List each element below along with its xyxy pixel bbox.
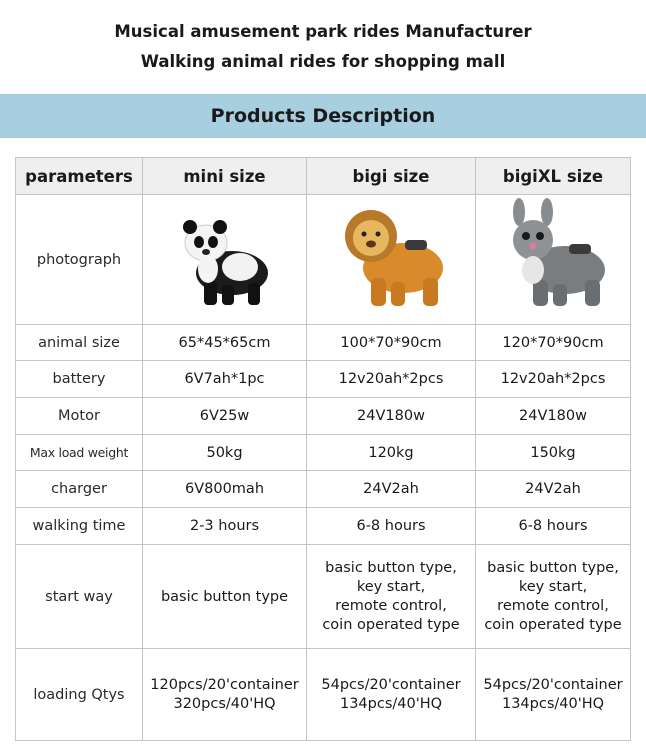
cell-xl: 150kg	[476, 435, 631, 471]
cell-mini: 50kg	[143, 435, 307, 471]
header-bigi: bigi size	[307, 158, 476, 195]
cell-line: 134pcs/40'HQ	[339, 695, 443, 712]
photo-xl	[476, 195, 631, 325]
cell-line: remote control,	[497, 597, 609, 614]
photograph-label: photograph	[16, 195, 143, 325]
header-titles	[0, 17, 646, 77]
title-line-1: Musical amusement park rides Manufacturer	[114, 22, 532, 41]
title-line-2: Walking animal rides for shopping mall	[140, 52, 506, 71]
cell-line: remote control,	[335, 597, 447, 614]
cell-xl	[476, 545, 631, 649]
table-row	[16, 361, 631, 398]
photo-mini	[143, 195, 307, 325]
panda-icon	[170, 203, 280, 313]
cell-line: basic button type,	[325, 559, 457, 576]
cell-bigi	[307, 545, 476, 649]
cell-line: 134pcs/40'HQ	[501, 695, 605, 712]
cell-mini: 65*45*65cm	[143, 325, 307, 361]
cell-xl: 6-8 hours	[476, 508, 631, 545]
table-row	[16, 398, 631, 435]
cell-xl: 120*70*90cm	[476, 325, 631, 361]
cell-bigi: 120kg	[307, 435, 476, 471]
section-banner	[0, 94, 646, 138]
cell-mini: 6V7ah*1pc	[143, 361, 307, 398]
table-row	[16, 471, 631, 508]
header-row	[16, 158, 631, 195]
header-mini: mini size	[143, 158, 307, 195]
cell-mini: basic button type	[143, 545, 307, 649]
table-row	[16, 508, 631, 545]
cell-bigi: 100*70*90cm	[307, 325, 476, 361]
cell-bigi	[307, 649, 476, 741]
row-label: start way	[16, 545, 143, 649]
spec-table	[15, 157, 631, 741]
row-label: walking time	[16, 508, 143, 545]
cell-bigi: 24V180w	[307, 398, 476, 435]
cell-mini: 6V800mah	[143, 471, 307, 508]
rabbit-icon	[493, 198, 613, 318]
row-label: battery	[16, 361, 143, 398]
loading-row	[16, 649, 631, 741]
cell-bigi: 24V2ah	[307, 471, 476, 508]
photo-row	[16, 195, 631, 325]
cell-xl: 24V2ah	[476, 471, 631, 508]
cell-xl	[476, 649, 631, 741]
cell-line: key start,	[356, 578, 426, 595]
header-parameters: parameters	[16, 158, 143, 195]
section-title: Products Description	[210, 105, 436, 127]
row-label: animal size	[16, 325, 143, 361]
cell-xl: 12v20ah*2pcs	[476, 361, 631, 398]
cell-mini: 6V25w	[143, 398, 307, 435]
photo-bigi	[307, 195, 476, 325]
cell-line: 54pcs/20'container	[321, 676, 461, 693]
table-row	[16, 325, 631, 361]
cell-line: 320pcs/40'HQ	[173, 695, 276, 712]
cell-line: 54pcs/20'container	[483, 676, 623, 693]
cell-mini: 2-3 hours	[143, 508, 307, 545]
row-label: loading Qtys	[16, 649, 143, 741]
lion-icon	[331, 198, 451, 318]
cell-line: coin operated type	[322, 616, 460, 633]
table-row	[16, 435, 631, 471]
cell-line: coin operated type	[484, 616, 622, 633]
start-way-row	[16, 545, 631, 649]
cell-bigi: 6-8 hours	[307, 508, 476, 545]
cell-line: 120pcs/20'container	[150, 676, 299, 693]
cell-xl: 24V180w	[476, 398, 631, 435]
cell-bigi: 12v20ah*2pcs	[307, 361, 476, 398]
header-xl: bigiXL size	[476, 158, 631, 195]
row-label: charger	[16, 471, 143, 508]
row-label: Max load weight	[16, 435, 143, 471]
cell-line: basic button type,	[487, 559, 619, 576]
cell-line: key start,	[518, 578, 588, 595]
cell-mini	[143, 649, 307, 741]
row-label: Motor	[16, 398, 143, 435]
